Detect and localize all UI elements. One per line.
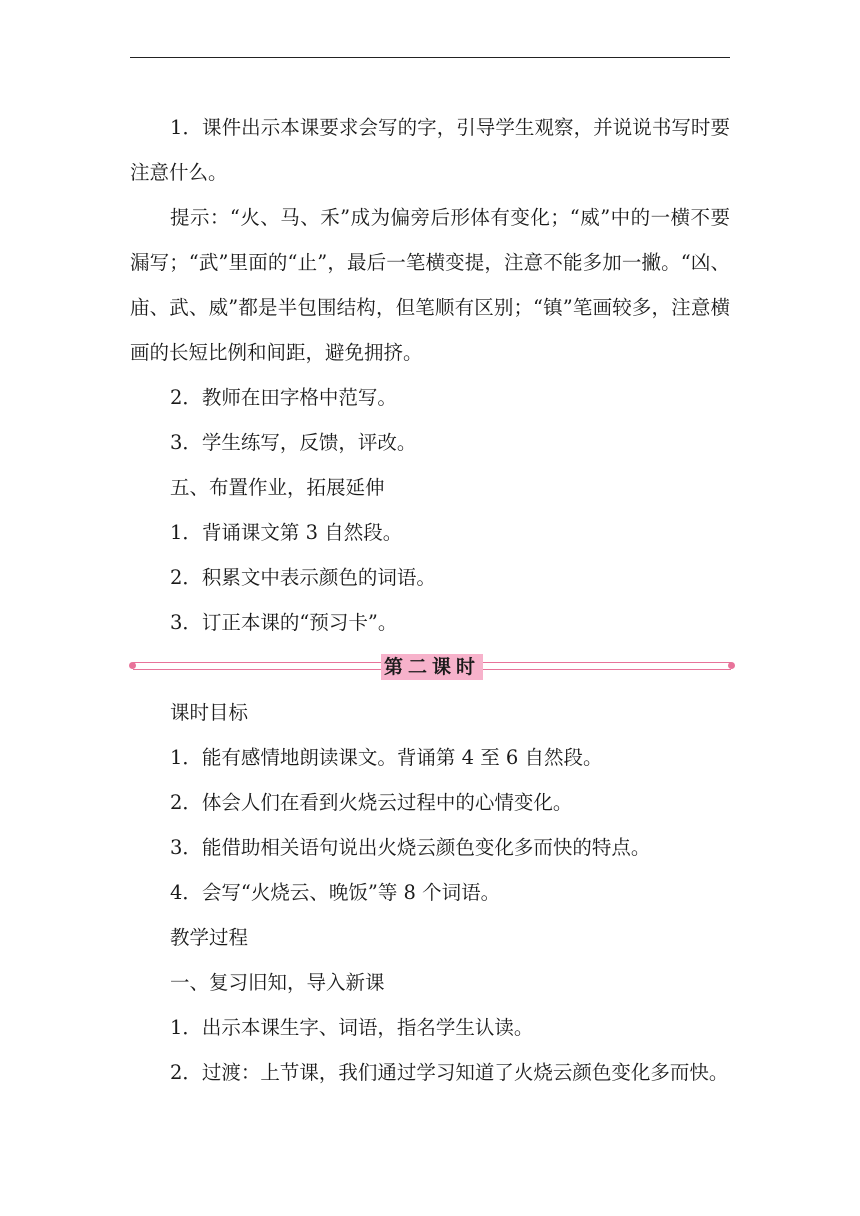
- heading-teaching-process: 教学过程: [170, 926, 249, 949]
- goal-item-1: 1．能有感情地朗读课文。背诵第 4 至 6 自然段。: [170, 746, 603, 769]
- paragraph-step-2: 2．教师在田字格中范写。: [170, 386, 397, 409]
- goal-item-4: 4．会写“火烧云、晚饭”等 8 个词语。: [170, 881, 501, 904]
- process-item-2: 2．过渡：上节课，我们通过学习知道了火烧云颜色变化多而快。: [170, 1061, 729, 1084]
- paragraph-hint: 提示：“火、马、禾”成为偏旁后形体有变化；“威”中的一横不要漏写；“武”里面的“止”，最后一笔横变提，注意不能多加一撇。“凶、庙、武、威”都是半包围结构，但笔顺有区别；“镇”笔画较多，注意横画的长短比例和间距，避免拥挤。: [130, 206, 730, 364]
- goal-item-3: 3．能借助相关语句说出火烧云颜色变化多而快的特点。: [170, 836, 651, 859]
- homework-item-1: 1．背诵课文第 3 自然段。: [170, 521, 403, 544]
- homework-item-2: 2．积累文中表示颜色的词语。: [170, 566, 436, 589]
- heading-review: 一、复习旧知，导入新课: [170, 971, 385, 994]
- heading-lesson-goals: 课时目标: [170, 701, 249, 724]
- paragraph-step-3: 3．学生练写，反馈，评改。: [170, 431, 417, 454]
- goal-item-2: 2．体会人们在看到火烧云过程中的心情变化。: [170, 791, 573, 814]
- header-rule: [130, 57, 730, 58]
- section-divider-dot-right: [728, 662, 735, 669]
- section-divider-dot-left: [129, 662, 136, 669]
- homework-item-3: 3．订正本课的“预习卡”。: [170, 611, 398, 634]
- section-title: 第二课时: [381, 654, 483, 680]
- section-divider: [129, 654, 735, 680]
- heading-homework: 五、布置作业，拓展延伸: [170, 476, 385, 499]
- paragraph-writing-guide: 1．课件出示本课要求会写的字，引导学生观察，并说说书写时要注意什么。: [130, 116, 730, 184]
- process-item-1: 1．出示本课生字、词语，指名学生认读。: [170, 1016, 534, 1039]
